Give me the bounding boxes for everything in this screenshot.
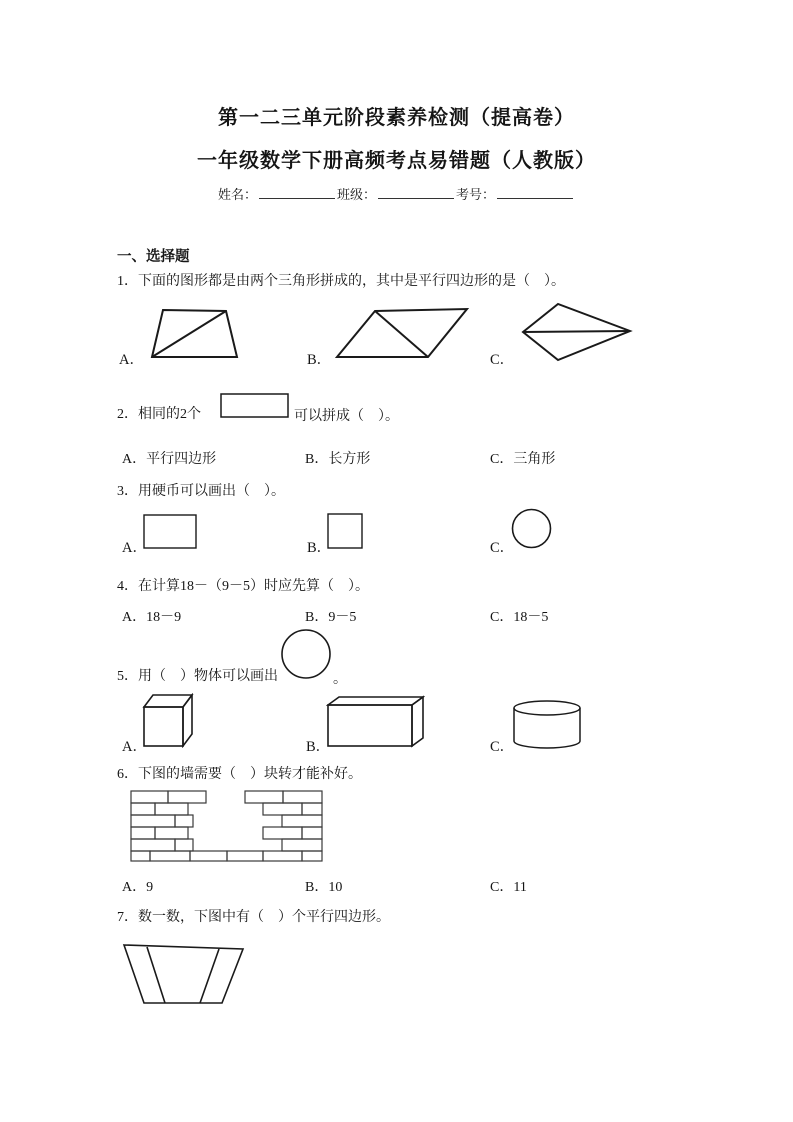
q4-option-b: B．9－5 — [305, 610, 357, 625]
q5-stem-before-figure: 5．用（ ）物体可以画出 — [117, 669, 278, 684]
student-info-row — [0, 184, 793, 203]
q1-figure-c-quadrilateral-with-diagonal — [518, 296, 636, 366]
q2-rectangle-figure — [220, 393, 290, 419]
q6-option-a: A．9 — [122, 880, 154, 895]
q1-label-b: B． — [307, 352, 332, 368]
q7-trapezoid-figure — [122, 943, 246, 1005]
class-blank-line — [378, 185, 454, 199]
q2-option-c: C．三角形 — [490, 452, 556, 467]
q4-stem: 4．在计算18－（9－5）时应先算（ ）。 — [117, 579, 369, 594]
q3-figure-a-rectangle — [143, 514, 197, 549]
q3-label-a: A． — [122, 540, 147, 556]
q6-option-b: B．10 — [305, 880, 343, 895]
q5-circle-figure — [281, 629, 331, 679]
q2-option-a: A．平行四边形 — [122, 452, 217, 467]
q2-option-b: B．长方形 — [305, 452, 371, 467]
q7-stem: 7．数一数，下图中有（ ）个平行四边形。 — [117, 910, 390, 925]
class-label: 班级： — [336, 187, 376, 202]
q6-option-c: C．11 — [490, 880, 527, 895]
q1-figure-b-parallelogram-with-diagonal — [333, 300, 473, 362]
exam-no-blank-line — [497, 185, 573, 199]
q3-figure-c-circle — [511, 508, 552, 549]
q4-option-a: A．18－9 — [122, 610, 182, 625]
q4-option-c: C．18－5 — [490, 610, 549, 625]
q1-label-a: A． — [119, 352, 144, 368]
q3-figure-b-square — [327, 513, 363, 549]
q2-stem-after-figure: 可以拼成（ ）。 — [294, 409, 399, 424]
doc-title-line-1: 第一二三单元阶段素养检测（提高卷） — [218, 107, 575, 129]
q1-stem: 1．下面的图形都是由两个三角形拼成的，其中是平行四边形的是（ ）。 — [117, 274, 565, 289]
q5-figure-a-cube — [142, 693, 194, 748]
exam-no-label: 考号： — [456, 187, 496, 202]
q3-label-c: C． — [490, 540, 515, 556]
q3-stem: 3．用硬币可以画出（ ）。 — [117, 484, 285, 499]
q3-label-b: B． — [307, 540, 332, 556]
q2-stem-before-figure: 2．相同的2个 — [117, 407, 201, 422]
q5-stem-after-figure: 。 — [333, 672, 347, 687]
name-blank-line — [259, 185, 335, 199]
q1-figure-a-trapezoid-with-diagonal — [150, 300, 242, 362]
q6-stem: 6．下图的墙需要（ ）块转才能补好。 — [117, 767, 362, 782]
doc-title-line-2: 一年级数学下册高频考点易错题（人教版） — [197, 150, 596, 172]
q5-figure-c-cylinder — [512, 700, 582, 750]
q5-label-c: C． — [490, 739, 515, 755]
q5-label-a: A． — [122, 739, 147, 755]
section-1-heading: 一、选择题 — [117, 249, 190, 265]
name-label: 姓名： — [217, 187, 257, 202]
q5-label-b: B． — [306, 739, 331, 755]
q6-brick-wall-figure — [130, 790, 323, 862]
q5-figure-b-cuboid — [326, 695, 425, 748]
q1-label-c: C． — [490, 352, 515, 368]
